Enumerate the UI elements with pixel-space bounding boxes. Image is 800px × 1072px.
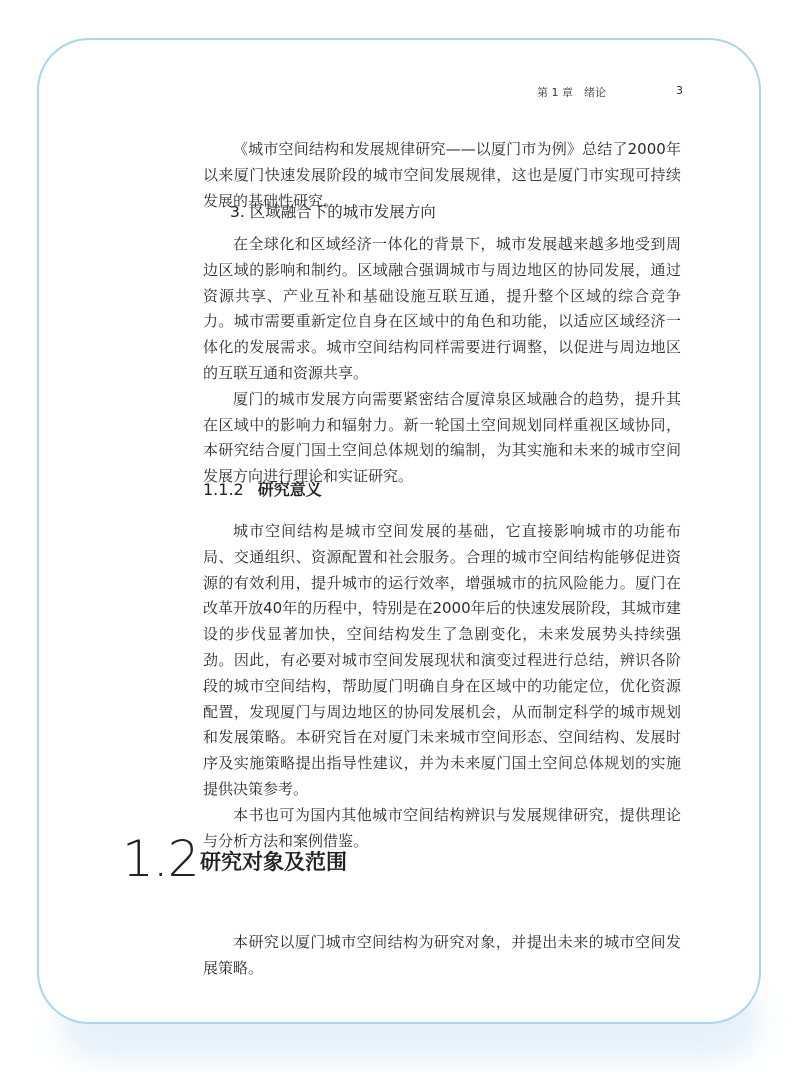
subsection-heading: 3. 区域融合下的城市发展方向 — [230, 203, 436, 221]
section-title: 研究意义 — [257, 480, 322, 499]
intro-paragraph: 《城市空间结构和发展规律研究——以厦门市为例》总结了2000年以来厦门快速发展阶段的城市空间发展规律，这也是厦门市实现可持续发展的基础性研究。 — [203, 140, 681, 210]
page-number: 3 — [676, 84, 683, 97]
subsection-body — [203, 232, 681, 490]
paragraph: 在全球化和区域经济一体化的背景下，城市发展越来越多地受到周边区域的影响和制约。区域融合强调城市与周边地区的协同发展，通过资源共享、产业互补和基础设施互联互通，提升整个区域的综合竞争力。城市需要重新定位自身在区域中的角色和功能，以适应区域经济一体化的发展需求。城市空间结构同样需要进行调整，以促进与周边地区的互联互通和资源共享。 — [203, 235, 681, 382]
section-1-2-body — [203, 930, 681, 982]
section-heading-1-1-2 — [203, 477, 322, 500]
paragraph: 城市空间结构是城市空间发展的基础，它直接影响城市的功能布局、交通组织、资源配置和社会服务。合理的城市空间结构能够促进资源的有效利用，提升城市的运行效率，增强城市的抗风险能力。厦门在改革开放40年的历程中，特别是在2000年后的快速发展阶段，其城市建设的步伐显著加快，空间结构发生了急剧变化，未来发展势头持续强劲。因此，有必要对城市空间发展现状和演变过程进行总结，辨识各阶段的城市空间结构，帮助厦门明确自身在区域中的功能定位，优化资源配置，发现厦门与周边地区的协同发展机会，从而制定科学的城市规划和发展策略。本研究旨在对厦门未来城市空间形态、空间结构、发展时序及实施策略提出指导性建议，并为未来厦门国土空间总体规划的实施提供决策参考。 — [203, 522, 681, 798]
paragraph: 本研究以厦门城市空间结构为研究对象，并提出未来的城市空间发展策略。 — [203, 933, 681, 977]
running-header-chapter: 第 1 章 绪论 — [537, 86, 606, 99]
paragraph: 厦门的城市发展方向需要紧密结合厦漳泉区域融合的趋势，提升其在区域中的影响力和辐射力。新一轮国土空间规划同样重视区域协同，本研究结合厦门国土空间总体规划的编制，为其实施和未来的城市空间发展方向进行理论和实证研究。 — [203, 389, 681, 486]
section-number-large: 1.2 — [122, 830, 199, 888]
section-title-large: 研究对象及范围 — [200, 850, 347, 874]
paragraph: 本书也可为国内其他城市空间结构辨识与发展规律研究，提供理论与分析方法和案例借鉴。 — [203, 805, 681, 850]
section-1-1-2-body — [203, 519, 681, 854]
section-number: 1.1.2 — [203, 480, 244, 499]
